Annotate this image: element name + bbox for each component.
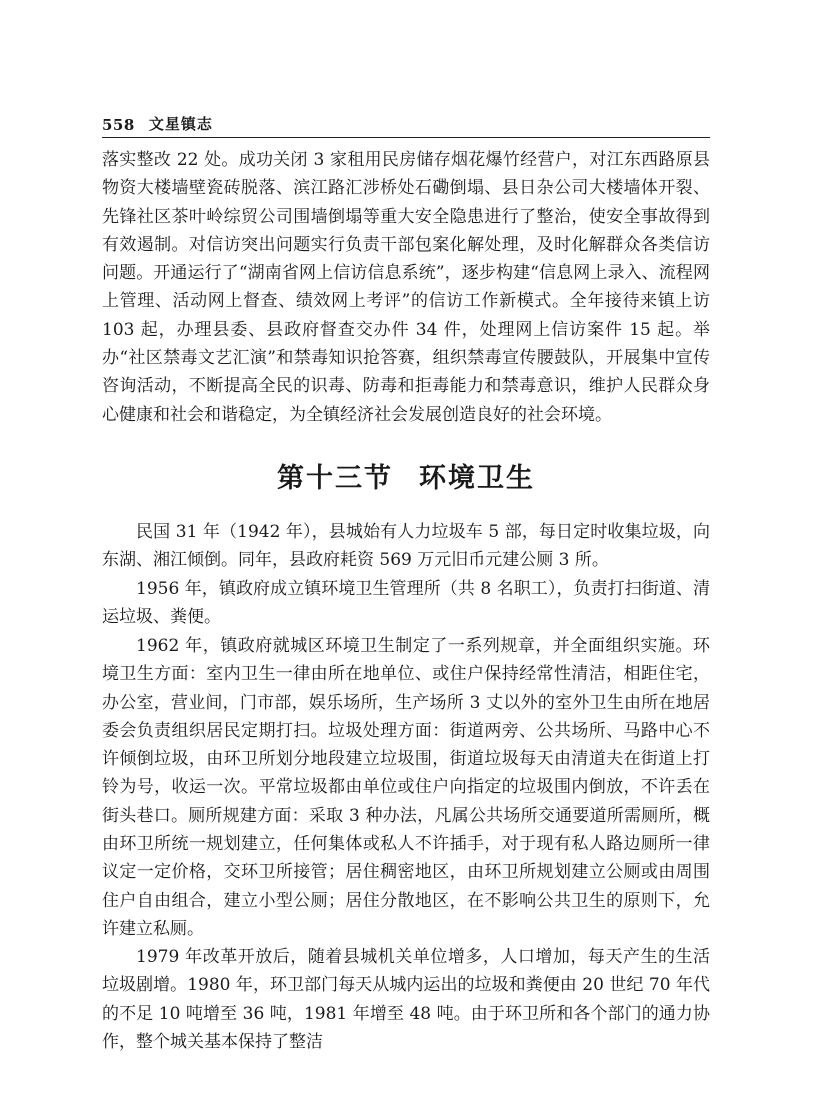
body-paragraph-1: 民国 31 年（1942 年），县城始有人力垃圾车 5 部，每日定时收集垃圾，向东湖、湘江倾倒。同年，县政府耗资 569 万元旧币元建公厕 3 所。 xyxy=(102,522,710,571)
section-title: 环境卫生 xyxy=(419,463,535,494)
continuation-paragraph: 落实整改 22 处。成功关闭 3 家租用民房储存烟花爆竹经营户，对江东西路原县物资大楼墙壁瓷砖脱落、滨江路汇涉桥处石磡倒塌、县日杂公司大楼墙体开裂、先锋社区茶叶岭综贸公司围墙倒塌等重大安全隐患进行了整治，使安全事故得到有效遏制。对信访突出问题实行负责干部包案化解处理，及时化解群众各类信访问题。开通运行了“湖南省网上信访信息系统”，逐步构建“信息网上录入、流程网上管理、活动网上督查、绩效网上考评”的信访工作新模式。全年接待来镇上访 103 起，办理县委、县政府督查交办件 34 件，处理网上信访案件 15 起。举办“社区禁毒文艺汇演”和禁毒知识抢答赛，组织禁毒宣传腰鼓队，开展集中宣传咨询活动，不断提高全民的识毒、防毒和拒毒能力和禁毒意识，维护人民群众身心健康和社会和谐稳定，为全镇经济社会发展创造良好的社会环境。 xyxy=(102,150,710,425)
book-title: 文星镇志 xyxy=(148,115,213,133)
page-number: 558 xyxy=(102,116,135,134)
body-paragraph-4: 1979 年改革开放后，随着县城机关单位增多，人口增加，每天产生的生活垃圾剧增。1980 年，环卫部门每天从城内运出的垃圾和粪便由 20 世纪 70 年代的不足 10 吨增至 36 吨，1981 年增至 48 吨。由于环卫所和各个部门的通力协作，整个城关基本保持了整洁 xyxy=(102,947,710,1052)
section-heading xyxy=(102,456,710,495)
section-number: 第十三节 xyxy=(277,463,393,494)
running-header xyxy=(102,116,710,138)
body-paragraph-2: 1956 年，镇政府成立镇环境卫生管理所（共 8 名职工），负责打扫街道、清运垃圾、粪便。 xyxy=(102,579,710,628)
body-paragraph-3: 1962 年，镇政府就城区环境卫生制定了一系列规章，并全面组织实施。环境卫生方面：室内卫生一律由所在地单位、或住户保持经常性清洁，相距住宅，办公室，营业间，门市部，娱乐场所，生产场所 3 丈以外的室外卫生由所在地居委会负责组织居民定期打扫。垃圾处理方面：街道两旁、公共场所、马路中心不许倾倒垃圾，由环卫所划分地段建立垃圾围，街道垃圾每天由清道夫在街道上打铃为号，收运一次。平常垃圾都由单位或住户向指定的垃圾围内倒放，不许丢在街头巷口。厕所规建方面：采取 3 种办法，凡属公共场所交通要道所需厕所，概由环卫所统一规划建立，任何集体或私人不许插手，对于现有私人路边厕所一律议定一定价格，交环卫所接管；居住稠密地区，由环卫所规划建立公厕或由周围住户自由组合，建立小型公厕；居住分散地区，在不影响公共卫生的原则下，允许建立私厕。 xyxy=(102,636,710,939)
